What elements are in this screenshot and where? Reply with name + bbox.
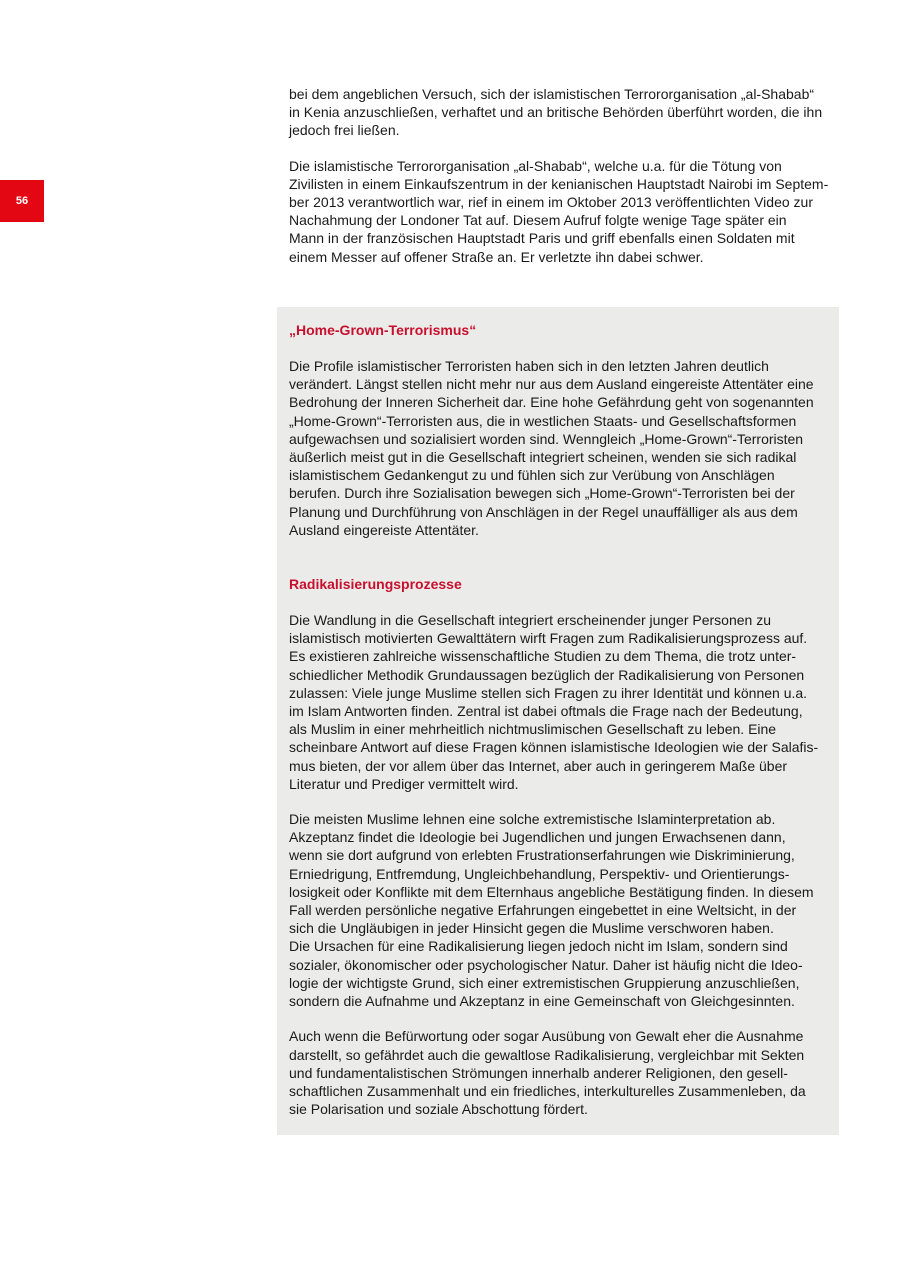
radikalisierung-paragraph: Die meisten Muslime lehnen eine solche extremistische Islaminterpretation ab. Akzeptanz findet die Ideologie bei Jugendlichen und jungen Erwachsenen dann, wenn sie dort aufgrund von erlebten Frustrationserfahrungen wie Diskriminierung, Erniedrigung, Entfremdung, Ungleichbehandlung, Perspektiv- und Orientierungs- losigkeit oder Konflikte mit dem Elternhaus angebliche Bestätigung finden. In diesem Fall werden persönliche negative Erfahrungen eingebettet in eine Weltsicht, in der sich die Ungläubigen in jeder Hinsicht gegen die Muslime verschworen haben. [289,811,814,937]
radikalisierung-paragraph: Auch wenn die Befürwortung oder sogar Ausübung von Gewalt eher die Ausnahme darstellt, so gefährdet auch die gewaltlose Radikalisierung, vergleichbar mit Sekten und fundamentalistischen Strömungen innerhalb anderer Religionen, den gesell- schaftlichen Zusammenhalt und ein friedliches, interkulturelles Zusammenleben, da sie Polarisation und soziale Abschottung fördert. [289,1028,806,1118]
radikalisierung-paragraph: Die Ursachen für eine Radikalisierung liegen jedoch nicht im Islam, sondern sind sozialer, ökonomischer oder psychologischer Natur. Daher ist häufig nicht die Ideo- logie der wichtigste Grund, sich einer extremistischen Gruppierung anzuschließen, sondern die Aufnahme und Akzeptanz in eine Gemeinschaft von Gleichgesinnten. [289,938,803,1010]
intro-text [289,85,839,283]
intro-paragraph: bei dem angeblichen Versuch, sich der islamistischen Terrororganisation „al-Shabab“ in Kenia anzuschließen, verhaftet und an britische Behörden überführt worden, die ihn jedoch frei ließen. [289,86,823,139]
intro-paragraph: Die islamistische Terrororganisation „al-Shabab“, welche u.a. für die Tötung von Zivilisten in einem Einkaufszentrum in der kenianischen Hauptstadt Nairobi im Septem- ber 2013 verantwortlich war, rief in einem im Oktober 2013 veröffentlichten Video zur Nachahmung der Londoner Tat auf. Diesem Aufruf folgte wenige Tage später ein Mann in der französischen Hauptstadt Paris und griff ebenfalls einen Soldaten mit einem Messer auf offener Straße an. Er verletzte ihn dabei schwer. [289,157,829,265]
heading-home-grown: „Home-Grown-Terrorismus“ [289,322,477,338]
page-number: 56 [0,180,44,222]
heading-radikalisierung: Radikalisierungsprozesse [289,576,462,593]
home-grown-paragraph: Die Profile islamistischer Terroristen haben sich in den letzten Jahren deutlich verändert. Längst stellen nicht mehr nur aus dem Ausland eingereiste Attentäter eine Bedrohung der Inneren Sicherheit dar. Eine hohe Gefährdung geht von sogenannten „Home-Grown“-Terroristen aus, die in westlichen Staats- und Gesellschaftsformen aufgewachsen und sozialisiert worden sind. Wenngleich „Home-Grown“-Terroristen äußerlich meist gut in die Gesellschaft integriert scheinen, wenden sie sich radikal islamistischem Gedankengut zu und fühlen sich zur Verübung von Anschlägen berufen. Durch ihre Sozialisation bewegen sich „Home-Grown“-Terroristen bei der Planung und Durchführung von Anschlägen in der Regel unauffälliger als aus dem Ausland eingereiste Attentäter. [289,358,814,538]
radikalisierung-paragraph: Die Wandlung in die Gesellschaft integriert erscheinender junger Personen zu islamistisch motivierten Gewalttätern wirft Fragen zum Radikalisierungsprozess auf. Es existieren zahlreiche wissenschaftliche Studien zu dem Thema, die trotz unter- schiedlicher Methodik Grundaussagen bezüglich der Radikalisierung von Personen zulassen: Viele junge Muslime stellen sich Fragen zu ihrer Identität und können u.a. im Islam Antworten finden. Zentral ist dabei oftmals die Frage nach der Bedeutung, als Muslim in einer mehrheitlich nichtmuslimischen Gesellschaft zu leben. Eine scheinbare Antwort auf diese Fragen können islamistische Ideologien wie der Salafis- mus bieten, der vor allem über das Internet, aber auch in geringerem Maße über Literatur und Prediger vermittelt wird. [289,612,819,792]
info-box [277,307,839,1135]
